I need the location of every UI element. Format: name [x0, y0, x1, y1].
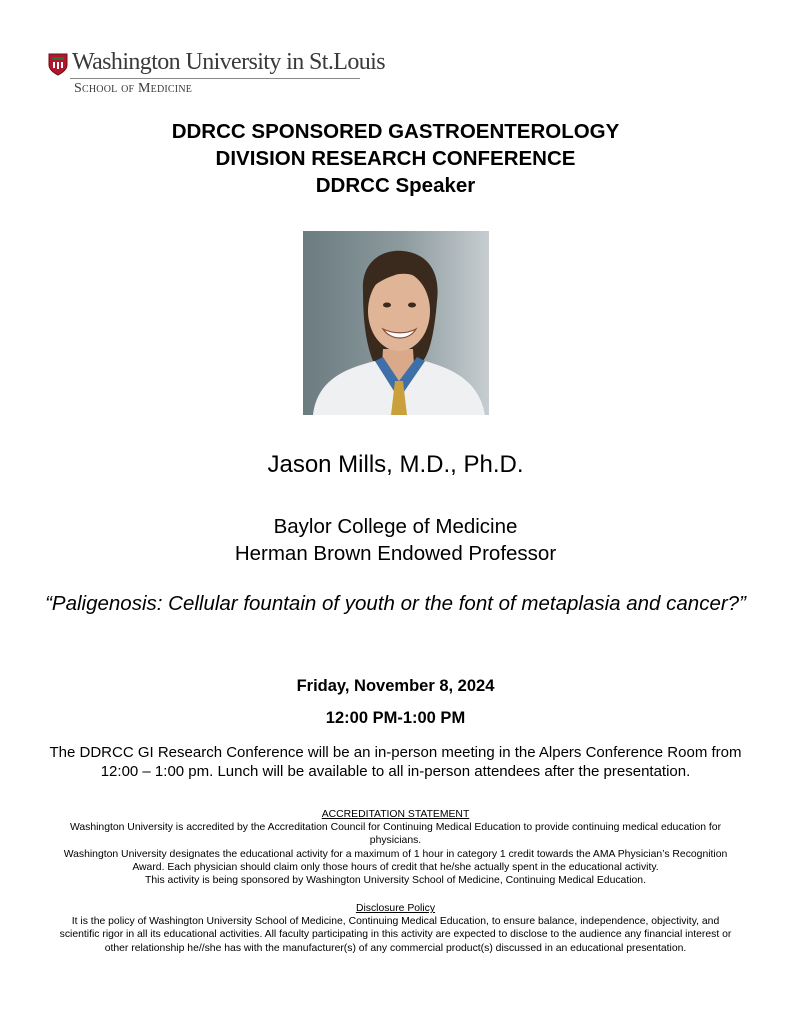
- speaker-affiliation: [0, 513, 791, 567]
- title-line-1: DDRCC SPONSORED GASTROENTEROLOGY: [171, 120, 620, 143]
- university-shield-icon: [48, 53, 68, 76]
- disclosure-text: It is the policy of Washington University School of Medicine, Continuing Medical Education, to ensure balance, independence, objectivity, and scientific rigor in all its educational activities. All faculty participating in this activity are expected to disclose to the audience any financial interest or other relationship he//she has with the manufacturer(s) of any commercial product(s) discussed in an educational presentation.: [59, 916, 732, 954]
- disclosure-heading: Disclosure Policy: [355, 903, 436, 914]
- title-line-2: DIVISION RESEARCH CONFERENCE: [215, 147, 576, 170]
- title-line-3: DDRCC Speaker: [315, 174, 476, 197]
- event-date: Friday, November 8, 2024: [296, 677, 495, 695]
- logo-divider: [70, 78, 360, 79]
- event-time: 12:00 PM-1:00 PM: [325, 709, 466, 727]
- university-wordmark: Washington University in St.Louis: [72, 49, 385, 75]
- speaker-photo: [303, 231, 489, 415]
- talk-title: “Paligenosis: Cellular fountain of youth or the font of metaplasia and cancer?”: [45, 592, 746, 615]
- speaker-position: Herman Brown Endowed Professor: [234, 542, 557, 565]
- event-description: The DDRCC GI Research Conference will be an in-person meeting in the Alpers Conference Room from 12:00 – 1:00 pm. Lunch will be available to all in-person attendees after the presentation.: [49, 744, 742, 780]
- accreditation-paragraph-3: This activity is being sponsored by Washington University School of Medicine, Continuing Medical Education.: [145, 875, 646, 887]
- disclosure-policy: [55, 902, 736, 955]
- accreditation-paragraph-1: Washington University is accredited by the Accreditation Council for Continuing Medical Education to provide continuing medical education for physicians.: [69, 822, 722, 847]
- accreditation-statement: [55, 808, 736, 887]
- speaker-name: Jason Mills, M.D., Ph.D.: [267, 451, 524, 478]
- school-name: School of Medicine: [74, 81, 193, 96]
- wustl-logo: [48, 49, 385, 98]
- page-title: [0, 118, 791, 199]
- accreditation-paragraph-2: Washington University designates the educational activity for a maximum of 1 hour in category 1 credit towards the AMA Physician’s Recognition Award. Each physician should claim only those hours of credit that he/she actually spent in the educational activity.: [63, 848, 728, 873]
- speaker-institution: Baylor College of Medicine: [273, 515, 518, 538]
- accreditation-heading: ACCREDITATION STATEMENT: [321, 809, 470, 820]
